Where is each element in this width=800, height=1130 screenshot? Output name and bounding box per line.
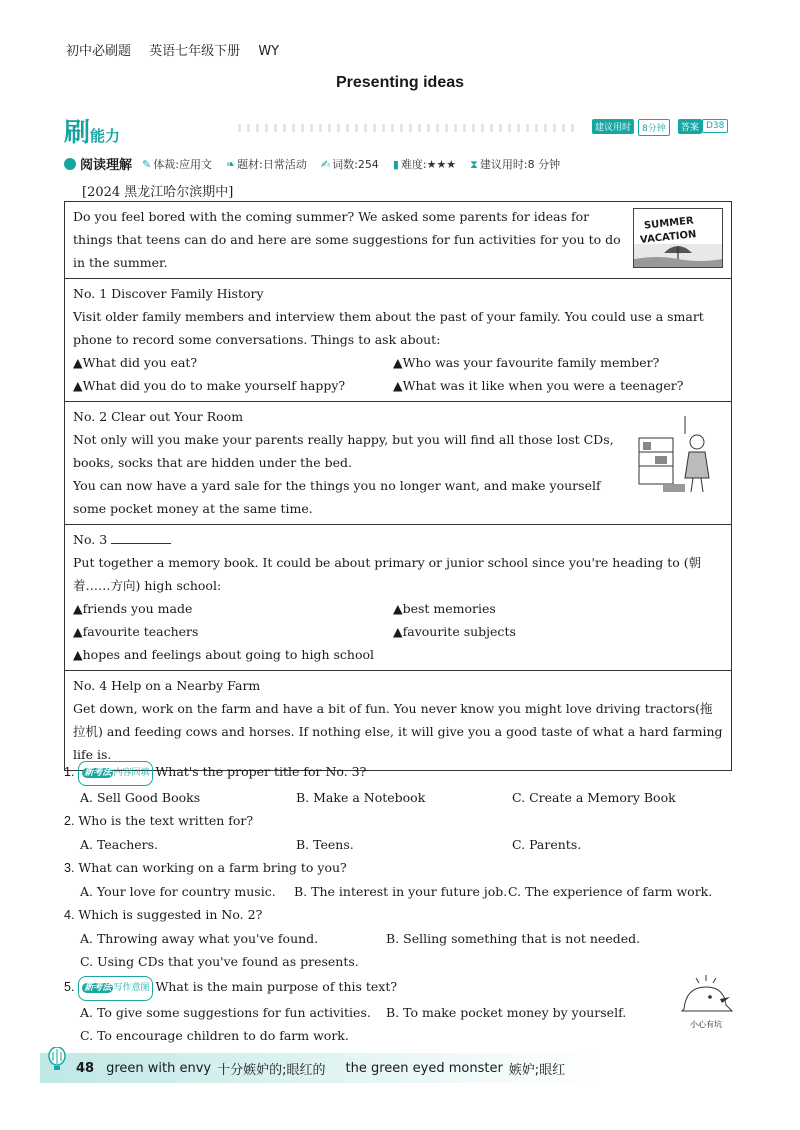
option-c: C. To encourage children to do farm work.	[80, 1028, 349, 1043]
clean-room-image	[633, 412, 723, 496]
section-2	[65, 402, 731, 525]
difficulty-text: 难度:★★★	[400, 157, 457, 171]
question-number: 5.	[64, 980, 75, 994]
bars-icon: ▮	[392, 157, 399, 171]
section-1-items-row1	[73, 351, 723, 374]
option-c: C. Using CDs that you've found as presents.	[80, 954, 359, 969]
options-5	[64, 1001, 744, 1024]
list-item: ▲Who was your favourite family member?	[393, 355, 660, 370]
option-a: A. Throwing away what you've found.	[80, 931, 319, 946]
meta-time	[470, 156, 560, 172]
section-1	[65, 279, 731, 402]
question-number: 3.	[64, 861, 75, 875]
reading-meta	[64, 154, 574, 173]
leaf-icon: ❧	[225, 157, 236, 171]
section-3-items-row1	[73, 597, 723, 620]
section-1-items-row2	[73, 374, 723, 397]
list-item: ▲favourite subjects	[393, 624, 516, 639]
section-4-heading: No. 4 Help on a Nearby Farm	[73, 678, 261, 693]
meta-genre	[142, 156, 212, 172]
option-a: A. Teachers.	[80, 837, 159, 852]
question-stem: What's the proper title for No. 3?	[155, 764, 367, 779]
section-brand	[64, 112, 120, 149]
option-c: C. The experience of farm work.	[508, 884, 713, 899]
section-3-heading: No. 3	[73, 532, 108, 547]
genre-text: 体裁:应用文	[153, 157, 212, 171]
badge-main: 新考法	[84, 983, 112, 993]
new-method-badge	[78, 761, 153, 786]
footer-meaning-2: 嫉妒;眼红	[508, 1062, 566, 1078]
footer-content	[40, 1059, 565, 1078]
mascot	[676, 975, 736, 1027]
time-text: 建议用时:8 分钟	[479, 157, 561, 171]
section-2-body-2: You can now have a yard sale for the things you no longer want, and make yourself some pocket money at the same time.	[73, 478, 601, 516]
options-4-row2	[64, 950, 744, 973]
badge-main: 新考法	[84, 768, 112, 778]
option-b: B. Teens.	[296, 837, 354, 852]
meta-words	[321, 156, 379, 172]
section-3-body: Put together a memory book. It could be about primary or junior school since you're heading to (朝着……方向) high school:	[73, 555, 702, 593]
question-stem: What is the main purpose of this text?	[155, 979, 398, 994]
time-label-tag: 建议用时	[592, 119, 634, 134]
options-4	[64, 927, 744, 950]
reading-label	[64, 154, 132, 173]
balloon-icon	[46, 1047, 68, 1071]
brand-big: 刷	[64, 118, 91, 148]
question-number: 2.	[64, 814, 75, 828]
options-2	[64, 833, 744, 856]
footer-phrase-1: green with envy	[106, 1060, 212, 1076]
book-name: 初中必刷题	[66, 44, 132, 59]
mascot-caption: 小心有坑	[690, 1020, 722, 1029]
list-item: ▲What was it like when you were a teenager?	[393, 378, 684, 393]
section-1-body: Visit older family members and interview them about the past of your family. You could use a smart phone to record some conversations. Things to ask about:	[73, 309, 704, 347]
list-item: ▲favourite teachers	[73, 624, 199, 639]
question-stem: Who is the text written for?	[78, 813, 254, 828]
badge-note: 内容回填	[113, 768, 150, 778]
section-3-items-row2	[73, 620, 723, 643]
section-4-body: Get down, work on the farm and have a bit of fun. You never know you might love driving tractors(拖拉机) and feeding cows and horses. If nothing else, it will give you a good taste of what a hard farming life is.	[73, 701, 723, 762]
girl-cleaning-icon	[633, 412, 723, 496]
question-5	[64, 975, 744, 1001]
list-item: ▲What did you eat?	[73, 355, 198, 370]
list-item: ▲What did you do to make yourself happy?	[73, 378, 346, 393]
words-text: 词数:254	[332, 157, 379, 171]
topic-text: 题材:日常活动	[237, 157, 307, 171]
option-b: B. The interest in your future job.	[294, 884, 508, 899]
question-number: 4.	[64, 908, 75, 922]
passage-box	[64, 201, 732, 771]
image-caption-1: SUMMER	[643, 215, 695, 232]
page-title: Presenting ideas	[335, 74, 465, 91]
new-method-badge	[78, 976, 153, 1001]
book-icon: ✎	[142, 157, 152, 171]
option-b: B. Selling something that is not needed.	[386, 931, 641, 946]
meta-topic	[226, 156, 307, 172]
title-blank	[111, 531, 171, 544]
list-item: ▲hopes and feelings about going to high school	[73, 647, 375, 662]
question-4	[64, 903, 744, 927]
answer-label-tag: 答案	[678, 119, 702, 134]
list-item: ▲best memories	[393, 601, 496, 616]
footer-phrase-2: the green eyed monster	[345, 1060, 503, 1076]
section-4	[65, 671, 731, 770]
brand-small: 能力	[90, 127, 121, 145]
section-3-heading-row	[73, 528, 723, 551]
question-stem: Which is suggested in No. 2?	[78, 907, 263, 922]
intro-section	[65, 202, 731, 279]
exam-source: [2024 黑龙江哈尔滨期中]	[82, 185, 234, 200]
question-number: 1.	[64, 765, 75, 779]
section-2-body-1: Not only will you make your parents really happy, but you will find all those lost CDs, books, socks that are hidden under the bed.	[73, 432, 614, 470]
option-c: C. Parents.	[512, 837, 582, 852]
section-3	[65, 525, 731, 671]
option-a: A. To give some suggestions for fun activities.	[80, 1005, 371, 1020]
section-2-heading: No. 2 Clear out Your Room	[73, 409, 244, 424]
reading-label-text: 阅读理解	[80, 158, 133, 173]
edition: WY	[258, 44, 280, 59]
options-3	[64, 880, 744, 903]
questions	[64, 760, 744, 1047]
footer-meaning-1: 十分嫉妒的;眼红的	[217, 1062, 326, 1078]
bird-mascot-icon	[676, 975, 736, 1015]
footer	[40, 1053, 760, 1083]
badge-note: 写作意图	[113, 983, 150, 993]
bullet-dot-icon	[64, 158, 76, 170]
intro-text: Do you feel bored with the coming summer? We asked some parents for ideas for things that teens can do and here are some suggestions for fun activities for you to do in the summer.	[73, 209, 621, 270]
question-1	[64, 760, 744, 786]
hourglass-icon: ⧗	[470, 157, 478, 171]
question-stem: What can working on a farm bring to you?	[78, 860, 347, 875]
question-3	[64, 856, 744, 880]
image-caption-2: VACATION	[639, 229, 697, 246]
options-5-row2	[64, 1024, 744, 1047]
option-c: C. Create a Memory Book	[512, 790, 676, 805]
answer-page-tag: D38	[702, 119, 728, 133]
decorative-dots	[238, 124, 578, 132]
list-item: ▲friends you made	[73, 601, 193, 616]
question-2	[64, 809, 744, 833]
option-a: A. Your love for country music.	[80, 884, 276, 899]
page-number: 48	[76, 1060, 95, 1076]
pen-icon: ✍	[320, 157, 331, 171]
option-b: B. To make pocket money by yourself.	[386, 1005, 627, 1020]
section-1-heading: No. 1 Discover Family History	[73, 286, 264, 301]
summer-vacation-image	[633, 208, 723, 268]
option-b: B. Make a Notebook	[296, 790, 426, 805]
meta-difficulty	[393, 156, 456, 172]
subject-name: 英语七年级下册	[149, 44, 241, 59]
option-a: A. Sell Good Books	[80, 790, 201, 805]
options-1	[64, 786, 744, 809]
time-value-tag: 8分钟	[638, 119, 670, 136]
running-header	[66, 40, 293, 59]
